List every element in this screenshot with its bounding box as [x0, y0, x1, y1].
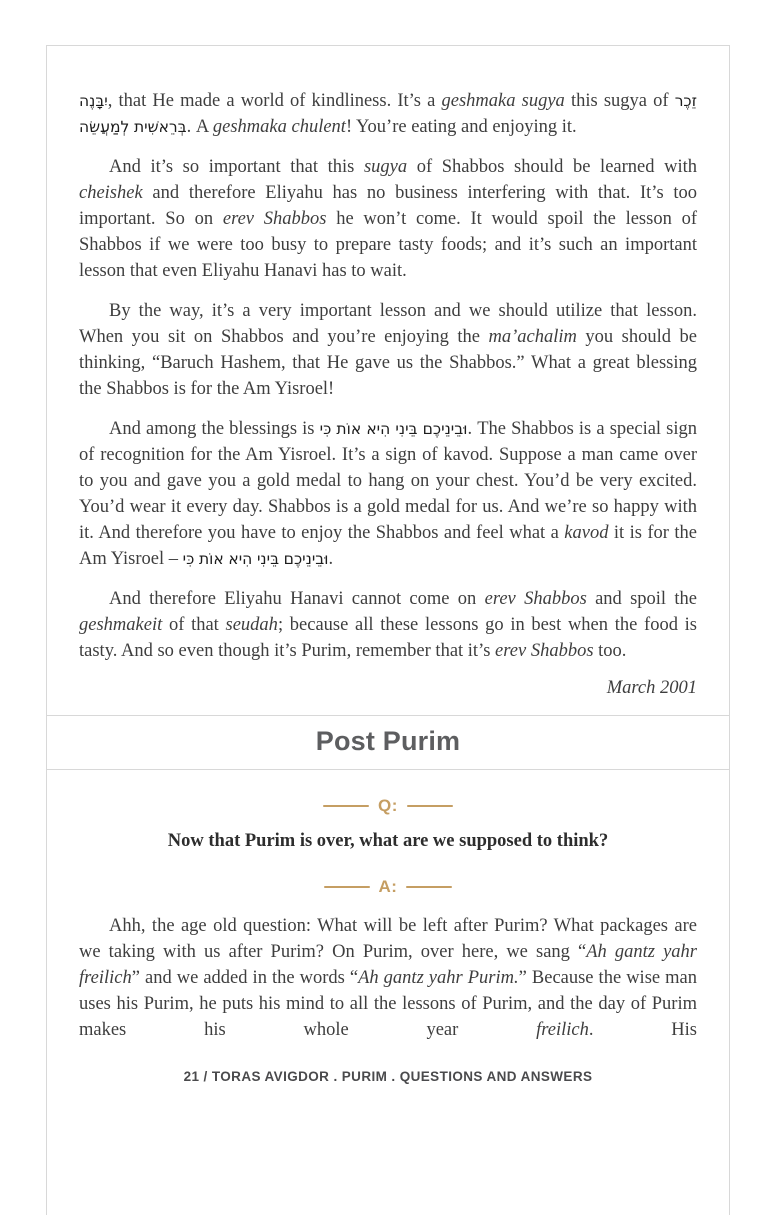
hebrew-word: כִּי: [319, 420, 332, 438]
hebrew-word: וּבֵינֵיכֶם: [422, 420, 468, 438]
hebrew-word: בֵּינִי: [256, 550, 280, 568]
hebrew-word: הִיא: [366, 420, 391, 438]
text-run: ! You’re eating and enjoying it.: [345, 117, 577, 137]
text-run: too.: [593, 641, 627, 661]
paragraph: [79, 88, 697, 140]
text-run: he won’t come. It would spoil the lesson of Shabbos if we were too busy to prepare tasty foods; and it’s such an important lesson that even Eliyahu Hanavi has to wait.: [79, 209, 697, 281]
text-run: ” and we added in the words “: [131, 968, 359, 988]
text-run: And therefore Eliyahu Hanavi cannot come on: [109, 589, 485, 609]
italic-text: geshmaka chulent: [212, 117, 346, 137]
text-run: . The Shabbos is a special sign of recognition for the Am Yisroel. It’s a sign of kavod. Suppose a man came over to you and gave you a gold medal to hang on your chest. You’d be very excited. You’d wear it every day. Shabbos is a gold medal for us. And we’re so happy with it. And therefore you have to enjoy the Shabbos and feel what a: [79, 419, 698, 543]
text-run: . His: [588, 1020, 697, 1040]
italic-text: geshmaka sugya: [441, 91, 565, 111]
hebrew-word: אוֹת: [198, 550, 224, 568]
italic-text: cheishek: [79, 183, 143, 203]
section-title: Post Purim: [315, 726, 461, 756]
text-run: And it’s so important that this: [109, 157, 364, 177]
text-run: and spoil the: [586, 589, 697, 609]
text-run: you should be thinking, “Baruch Hashem, that He gave us the Shabbos.” What a great blessing the Shabbos is for the Am Yisroel!: [79, 327, 697, 399]
text-run: , that He made a world of kindliness. It’s a: [107, 91, 442, 111]
hebrew-word: זֵכֶר: [674, 92, 697, 110]
gold-rule-right: [407, 805, 453, 807]
italic-text: ma’achalim: [488, 327, 577, 347]
text-run: this sugya of: [564, 91, 675, 111]
hebrew-word: לְמַעֲשֵׂה: [79, 118, 130, 136]
paragraph: [79, 154, 697, 284]
section-header-band: [47, 716, 729, 770]
q-label: Q:: [378, 796, 398, 815]
paragraph: [79, 416, 697, 572]
text-run: it is for the Am Yisroel –: [79, 523, 697, 569]
text-run: and therefore Eliyahu has no business interfering with that. It’s too important. So on: [79, 183, 697, 229]
hebrew-word: אוֹת: [336, 420, 362, 438]
hebrew-word: כִּי: [182, 550, 195, 568]
hebrew-word: בְּרֵאשִׁית: [133, 118, 187, 136]
gold-rule-right: [406, 886, 452, 888]
text-run: ” Because the wise man uses his Purim, he puts his mind to all the lessons of Purim, and the day of Purim makes his whole year: [79, 968, 697, 1040]
italic-text: Ah gantz yahr freilich: [79, 942, 697, 988]
dateline: March 2001: [606, 678, 697, 698]
text-run: of Shabbos should be learned with: [407, 157, 697, 177]
answer-text-block: [79, 913, 697, 1043]
text-run: And among the blessings is: [109, 419, 320, 439]
italic-text: Ah gantz yahr Purim.: [358, 968, 519, 988]
paragraph: [79, 913, 697, 1043]
italic-text: sugya: [363, 157, 408, 177]
question-answer-section: [47, 770, 729, 1114]
a-label: A:: [378, 877, 398, 896]
body-text-section: [47, 46, 729, 716]
italic-text: kavod: [564, 523, 609, 543]
text-run: . A: [186, 117, 213, 137]
gold-rule-left: [323, 805, 369, 807]
document-page-card: [46, 45, 730, 1215]
text-run: ; because all these lessons go in best when the food is tasty. And so even though it’s Purim, remember that it’s: [79, 615, 697, 661]
italic-text: erev Shabbos: [484, 589, 587, 609]
hebrew-word: הִיא: [228, 550, 253, 568]
text-run: Ahh, the age old question: What will be left after Purim? What packages are we taking with us after Purim? On Purim, over here, we sang “: [79, 916, 697, 962]
italic-text: geshmakeit: [79, 615, 163, 635]
text-run: .: [328, 549, 334, 569]
paragraph: [79, 586, 697, 664]
answer-marker: [79, 877, 697, 897]
italic-text: erev Shabbos: [495, 641, 594, 661]
hebrew-word: בֵּינִי: [395, 420, 418, 438]
text-run: By the way, it’s a very important lesson and we should utilize that lesson. When you sit on Shabbos and you’re enjoying the: [79, 301, 697, 347]
page-footer: 21 / TORAS AVIGDOR . PURIM . QUESTIONS AND ANSWERS: [183, 1069, 593, 1084]
hebrew-word: יִבָּנֶה: [79, 92, 108, 110]
question-text: Now that Purim is over, what are we supposed to think?: [167, 831, 609, 851]
italic-text: seudah: [225, 615, 278, 635]
italic-text: erev Shabbos: [222, 209, 327, 229]
question-marker: [79, 796, 697, 816]
text-run: of that: [162, 615, 226, 635]
paragraph: [79, 298, 697, 402]
italic-text: freilich: [536, 1020, 589, 1040]
gold-rule-left: [324, 886, 370, 888]
hebrew-word: וּבֵינֵיכֶם: [283, 550, 329, 568]
